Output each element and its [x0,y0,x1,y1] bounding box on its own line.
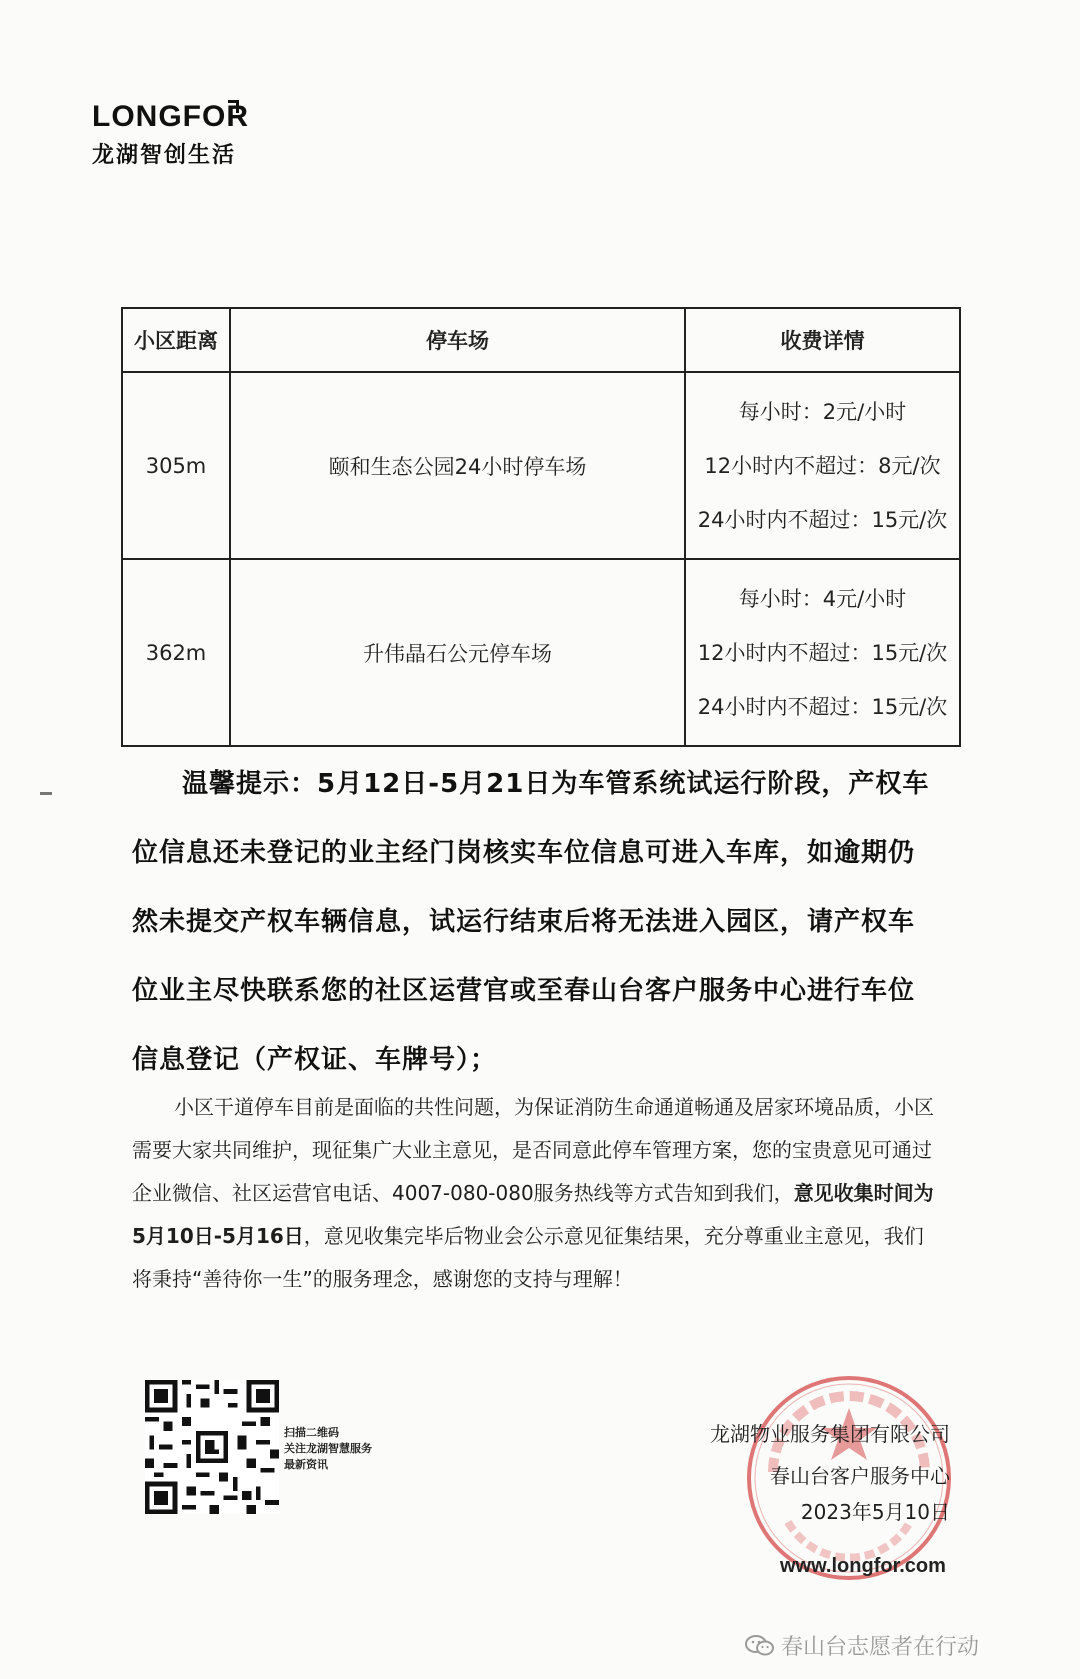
fee-line: 24小时内不超过：15元/次 [697,694,948,719]
logo-en: LONGFOR [92,100,249,133]
watermark-text: 春山台志愿者在行动 [781,1635,980,1660]
body-paragraph [132,1086,937,1301]
logo-corner-icon [228,100,239,113]
row-fees [685,559,960,746]
row-parking-name: 升伟晶石公元停车场 [230,559,685,746]
notice-text: 温馨提示：5月12日-5月21日为车管系统试运行阶段，产权车位信息还未登记的业主经门岗核实车位信息可进入车库，如逾期仍然未提交产权车辆信息，试运行结束后将无法进入园区，请产权车位业主尽快联系您的社区运营官或至春山台客户服务中心进行车位信息登记（产权证、车牌号）； [132,769,930,1075]
row-distance: 305m [122,372,230,559]
longfor-logo [92,100,249,169]
notice-paragraph [132,750,937,1095]
fee-line: 12小时内不超过：15元/次 [697,640,948,665]
qr-caption-line: 关注龙湖智慧服务 [284,1442,372,1455]
table-header-row [122,308,960,372]
logo-cn: 龙湖智创生活 [92,143,237,168]
watermark [745,1630,979,1661]
signature-company: 龙湖物业服务集团有限公司 [710,1422,950,1446]
body-part1: 小区干道停车目前是面临的共性问题，为保证消防生命通道畅通及居家环境品质，小区需要大家共同维护，现征集广大业主意见，是否同意此停车管理方案，您的宝贵意见可通过企业微信、社区运营官电话、4007-080-080服务热线等方式告知到我们， [132,1095,934,1205]
fee-line: 每小时：4元/小时 [738,586,907,611]
fee-line: 12小时内不超过：8元/次 [704,453,941,478]
signature-date: 2023年5月10日 [800,1500,950,1524]
row-parking-name: 颐和生态公园24小时停车场 [230,372,685,559]
signature-center: 春山台客户服务中心 [770,1464,950,1488]
table-row [122,559,960,746]
wechat-icon [745,1634,775,1658]
scan-mark [40,792,52,795]
header-distance: 小区距离 [122,308,230,372]
fee-line: 24小时内不超过：15元/次 [697,507,948,532]
website-link[interactable]: www.longfor.com [780,1555,946,1577]
qr-caption-line: 最新资讯 [284,1458,328,1471]
table-row [122,372,960,559]
qr-code-icon [145,1380,279,1514]
qr-caption [284,1425,372,1473]
row-distance: 362m [122,559,230,746]
fee-line: 每小时：2元/小时 [738,399,907,424]
header-parking: 停车场 [230,308,685,372]
header-fees: 收费详情 [685,308,960,372]
body-bold: 意见收集时间为5月10日-5月16日 [132,1181,934,1248]
row-fees [685,372,960,559]
qr-caption-line: 扫描二维码 [284,1426,339,1439]
parking-fee-table [121,307,961,747]
body-part2: ，意见收集完毕后物业会公示意见征集结果，充分尊重业主意见，我们将秉持“善待你一生”的服务理念，感谢您的支持与理解！ [132,1224,924,1291]
